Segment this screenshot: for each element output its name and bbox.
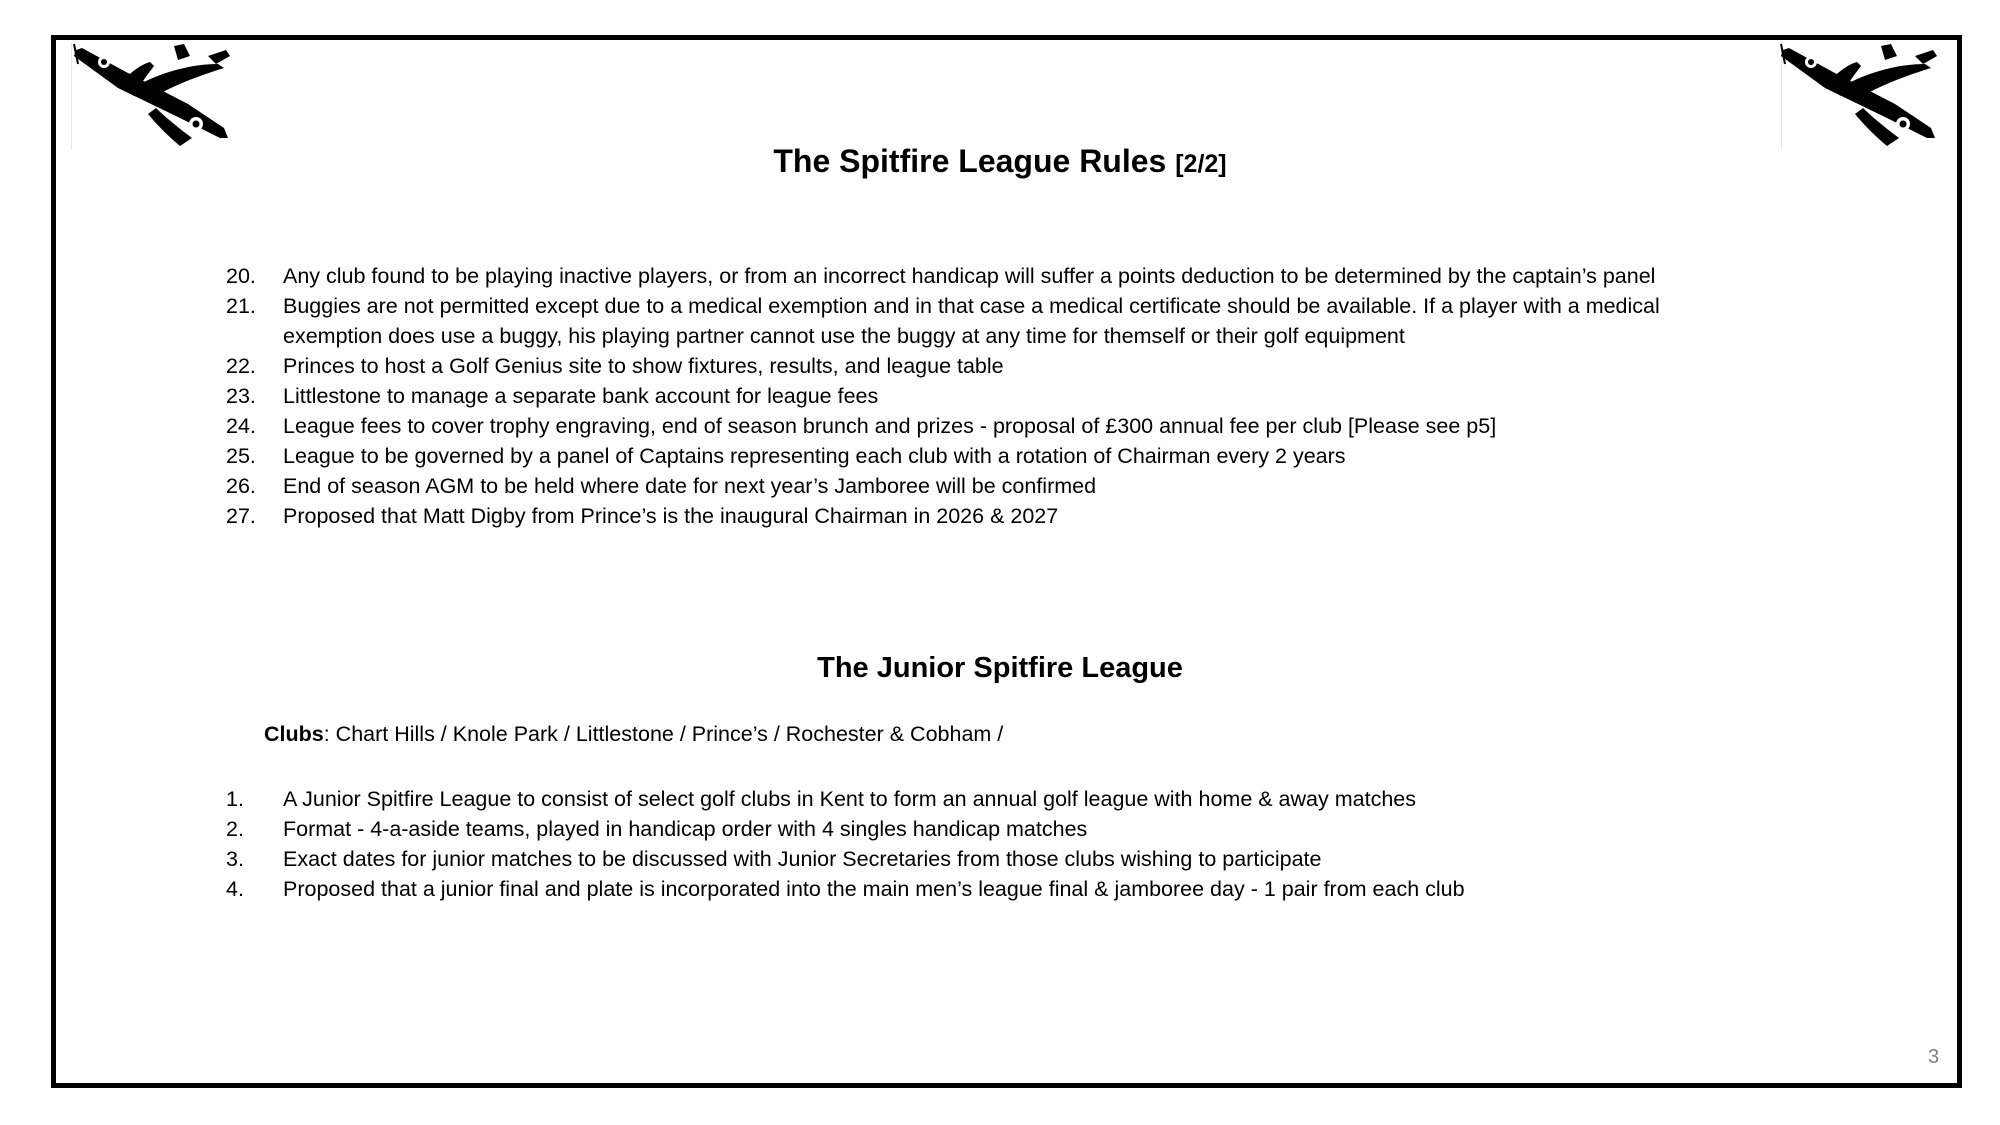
junior-rule-text: A Junior Spitfire League to consist of select golf clubs in Kent to form an annual golf league with home & away matches: [283, 787, 1416, 811]
page-title-text: The Spitfire League Rules: [773, 143, 1167, 179]
rule-text: exemption does use a buggy, his playing partner cannot use the buggy at any time for themself or their golf equipment: [283, 324, 1405, 348]
rule-number: 20.: [226, 264, 256, 288]
junior-rule-number: 2.: [226, 817, 244, 841]
rule-number: 24.: [226, 414, 256, 438]
rule-number: 27.: [226, 504, 256, 528]
junior-rule-number: 4.: [226, 877, 244, 901]
rule-number: 23.: [226, 384, 256, 408]
clubs-value: : Chart Hills / Knole Park / Littlestone / Prince’s / Rochester & Cobham /: [323, 722, 1004, 746]
rule-number: 26.: [226, 474, 256, 498]
rule-text: League to be governed by a panel of Captains representing each club with a rotation of Chairman every 2 years: [283, 444, 1346, 468]
junior-rule-number: 1.: [226, 787, 244, 811]
clubs-line: [264, 722, 1003, 747]
rule-number: 21.: [226, 294, 256, 318]
page-title-suffix: [2/2]: [1175, 150, 1227, 178]
rule-text: End of season AGM to be held where date for next year’s Jamboree will be confirmed: [283, 474, 1097, 498]
page-title: [0, 143, 2000, 180]
rule-text: League fees to cover trophy engraving, end of season brunch and prizes - proposal of £300 annual fee per club [Please see p5]: [283, 414, 1497, 438]
rule-text: Princes to host a Golf Genius site to show fixtures, results, and league table: [283, 354, 1004, 378]
spitfire-plane-icon: [1775, 42, 1940, 152]
rule-text: Proposed that Matt Digby from Prince’s is the inaugural Chairman in 2026 & 2027: [283, 504, 1059, 528]
rule-number: 25.: [226, 444, 256, 468]
rule-text: Littlestone to manage a separate bank account for league fees: [283, 384, 879, 408]
junior-rule-number: 3.: [226, 847, 244, 871]
rule-number: 22.: [226, 354, 256, 378]
slide-frame: [51, 35, 1962, 1088]
junior-rule-text: Proposed that a junior final and plate is incorporated into the main men’s league final & jamboree day - 1 pair from each club: [283, 877, 1465, 901]
rule-text: Buggies are not permitted except due to a medical exemption and in that case a medical certificate should be available. If a player with a medical: [283, 294, 1660, 318]
junior-league-title: The Junior Spitfire League: [817, 652, 1183, 684]
rule-text: Any club found to be playing inactive players, or from an incorrect handicap will suffer a points deduction to be determined by the captain’s panel: [283, 264, 1656, 288]
spitfire-plane-icon: [68, 42, 233, 152]
clubs-label: Clubs: [264, 722, 324, 746]
page-number: 3: [1928, 1046, 1940, 1068]
junior-rule-text: Exact dates for junior matches to be discussed with Junior Secretaries from those clubs wishing to participate: [283, 847, 1322, 871]
junior-rule-text: Format - 4-a-aside teams, played in handicap order with 4 singles handicap matches: [283, 817, 1088, 841]
